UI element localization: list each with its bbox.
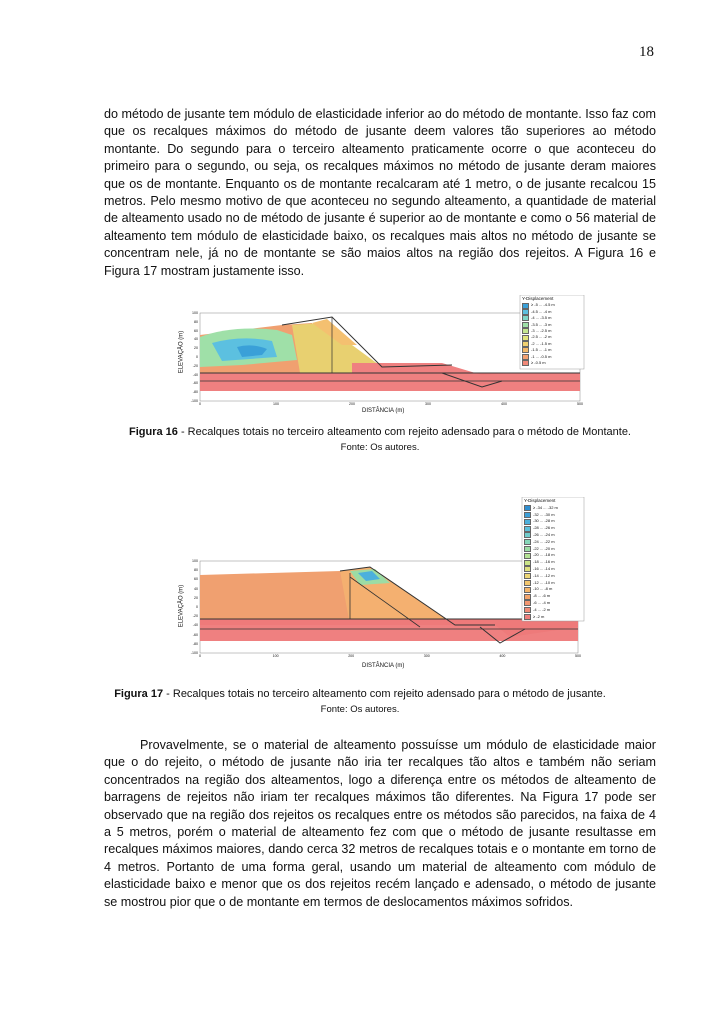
y-tick-label: 100 xyxy=(192,559,198,563)
legend-title: Y-Displacement xyxy=(524,498,556,503)
legend-swatch xyxy=(524,512,531,518)
legend-item xyxy=(524,539,584,546)
caption-text: - Recalques totais no terceiro alteamento com rejeito adensado para o método de jusante. xyxy=(163,688,606,700)
legend-swatch xyxy=(522,335,529,341)
legend-swatch xyxy=(522,360,529,366)
y-axis-label: ELEVAÇÃO (m) xyxy=(178,330,185,374)
caption-source: Fonte: Os autores. xyxy=(320,704,400,715)
legend-swatch xyxy=(524,560,531,566)
legend-item xyxy=(524,546,584,553)
legend-label: -24 ... -22 m xyxy=(533,538,555,544)
legend-swatch xyxy=(522,328,529,334)
legend-swatch xyxy=(522,309,529,315)
legend-swatch xyxy=(524,553,531,559)
legend-item xyxy=(524,614,584,621)
legend-swatch xyxy=(524,526,531,532)
y-tick-label: 80 xyxy=(194,568,198,573)
legend-swatch xyxy=(524,505,531,511)
y-tick-label: 0 xyxy=(196,605,198,609)
legend-swatch xyxy=(524,573,531,579)
legend-swatch xyxy=(522,347,529,353)
x-tick-label: 300 xyxy=(425,402,431,406)
legend-label: -1.5 ... -1 m xyxy=(531,347,552,353)
page-number: 18 xyxy=(639,44,654,60)
legend-item xyxy=(524,607,584,614)
y-tick-label: 80 xyxy=(194,319,198,324)
legend-label: -4 ... -3.5 m xyxy=(531,315,552,321)
legend-swatch xyxy=(522,303,529,309)
legend-item xyxy=(524,586,584,593)
caption-source: Fonte: Os autores. xyxy=(340,442,420,453)
y-tick-label: -80 xyxy=(192,641,198,646)
y-tick-label: -60 xyxy=(192,632,198,637)
legend-label: -8 ... -6 m xyxy=(533,593,551,599)
y-tick-label: 40 xyxy=(194,586,198,591)
y-tick-label: -20 xyxy=(192,363,198,368)
legend-item xyxy=(524,580,584,587)
x-tick-label: 200 xyxy=(349,402,355,406)
y-tick-label: -100 xyxy=(190,651,198,655)
legend-label: -26 ... -24 m xyxy=(533,531,555,537)
caption-text: - Recalques totais no terceiro alteamento com rejeito adensado para o método de Montante. xyxy=(177,426,631,438)
legend-item xyxy=(524,600,584,607)
legend-label: -10 ... -8 m xyxy=(533,586,553,592)
legend-swatch xyxy=(522,322,529,328)
y-tick-label: -60 xyxy=(192,381,198,386)
legend-swatch xyxy=(524,600,531,606)
legend-swatch xyxy=(524,546,531,552)
legend-item xyxy=(524,593,584,600)
y-tick-label: -40 xyxy=(192,623,198,628)
y-tick-label: 60 xyxy=(194,577,198,582)
x-axis-label: DISTÂNCIA (m) xyxy=(362,663,405,669)
legend-swatch xyxy=(524,566,531,572)
y-tick-label: 40 xyxy=(194,337,198,342)
y-tick-label: 100 xyxy=(192,311,198,315)
legend-label: -12 ... -10 m xyxy=(533,579,555,585)
x-tick-label: 500 xyxy=(577,402,583,406)
caption-figure-17 xyxy=(100,687,620,717)
figure-16 xyxy=(178,295,588,419)
legend-swatch xyxy=(522,341,529,347)
legend-label: -22 ... -20 m xyxy=(533,545,555,551)
x-tick-label: 200 xyxy=(348,654,355,658)
legend-label: ≥ -0.5 m xyxy=(531,360,546,366)
x-tick-label: 400 xyxy=(501,402,507,406)
legend-item xyxy=(524,532,584,539)
legend-label: -4 ... -2 m xyxy=(533,606,551,612)
legend-label: -16 ... -14 m xyxy=(533,565,555,571)
legend-label: -30 ... -28 m xyxy=(533,518,555,524)
legend-label: -18 ... -16 m xyxy=(533,559,555,565)
caption-figure-16 xyxy=(120,425,640,455)
legend-swatch xyxy=(524,607,531,613)
legend-item xyxy=(524,512,584,519)
x-tick-label: 500 xyxy=(575,654,581,658)
legend-item xyxy=(524,518,584,525)
legend-label: -28 ... -26 m xyxy=(533,525,555,531)
legend-swatch xyxy=(524,594,531,600)
x-tick-label: 100 xyxy=(272,654,279,658)
x-tick-label: 0 xyxy=(199,654,201,658)
y-tick-label: -80 xyxy=(192,390,198,395)
legend-label: -4.5 ... -4 m xyxy=(531,308,552,314)
x-tick-label: 300 xyxy=(423,654,430,658)
legend-title: Y-Displacement xyxy=(522,296,554,301)
legend-item xyxy=(522,360,584,366)
y-tick-label: -40 xyxy=(192,372,198,377)
y-tick-label: 20 xyxy=(194,595,198,600)
x-axis-label: DISTÂNCIA (m) xyxy=(362,408,405,414)
legend-item xyxy=(524,559,584,566)
legend-label: ≥ -5 ... -4.5 m xyxy=(531,302,555,308)
y-axis-label: ELEVAÇÃO (m) xyxy=(178,584,185,628)
legend-label: ≥ -34 ... -32 m xyxy=(533,504,558,510)
legend-item xyxy=(524,552,584,559)
legend-swatch xyxy=(524,580,531,586)
body-paragraph-1: do método de jusante tem módulo de elasticidade inferior ao do método de montante. Isso faz com que os recalques máximos do método de jusante deem valores tão superiores ao método montante. Do segundo para o terceiro alteamento praticamente ocorre o que aconteceu do primeiro para o segundo, ou seja, os recalques máximos no método de jusante deram maiores que os de montante. Enquanto os de montante recalcaram até 1 metro, o de jusante recalcou 15 metros. Pelo mesmo motivo de que aconteceu no segundo alteamento, a quantidade de material de alteamento usado no de método de jusante é superior ao de montante e como o 56 material de alteamento tem módulo de elasticidade baixo, os recalques mais altos no método de jusante se concentram nele, já no de montante se são maios altos na região dos rejeitos. A Figura 16 e Figura 17 mostram justamente isso. xyxy=(104,107,656,278)
legend-label: -3 ... -2.5 m xyxy=(531,328,552,334)
legend-label: -3.5 ... -3 m xyxy=(531,321,552,327)
legend-16 xyxy=(522,296,584,366)
legend-swatch xyxy=(524,614,531,620)
legend-label: -2.5 ... -2 m xyxy=(531,334,552,340)
legend-item xyxy=(524,566,584,573)
y-tick-label: 20 xyxy=(194,346,198,351)
x-tick-label: 400 xyxy=(499,654,506,658)
legend-label: -6 ... -4 m xyxy=(533,599,551,605)
legend-swatch xyxy=(524,532,531,538)
legend-swatch xyxy=(522,315,529,321)
legend-swatch xyxy=(524,539,531,545)
x-tick-label: 100 xyxy=(273,402,279,406)
legend-label: ≥ -2 m xyxy=(533,613,545,619)
legend-label: -32 ... -30 m xyxy=(533,511,555,517)
legend-item xyxy=(524,525,584,532)
legend-17 xyxy=(524,498,584,620)
y-tick-label: -20 xyxy=(192,614,198,619)
body-paragraph-2: Provavelmente, se o material de alteamento possuísse um módulo de elasticidade maior que o do rejeito, o método de jusante não iria ter recalques tão altos e também não seriam concentrados na região dos alteamentos, logo a diferença entre os métodos de alteamento de barragens de rejeitos não iriam ter recalques máximos tão diferentes. Na Figura 17 pode ser observado que na região dos rejeitos os recalques entre os métodos são parecidos, na faixa de 4 a 5 metros, porém o material de alteamento fez com que o método de jusante resultasse em recalques máximos maiores, dando cerca 32 metros de recalques totais e o montante em torno de 4 metros. Portanto de uma forma geral, usando um material de alteamento com módulo de elasticidade baixo e menor que os dos rejeitos recém lançado e adensado, o método de jusante se mostrou pior que o de montante em termos de deslocamentos máximos sofridos. xyxy=(104,738,656,909)
caption-label: Figura 17 xyxy=(114,688,164,700)
legend-label: -2 ... -1.5 m xyxy=(531,340,552,346)
legend-label: -20 ... -18 m xyxy=(533,552,555,558)
legend-label: -14 ... -12 m xyxy=(533,572,555,578)
x-tick-label: 0 xyxy=(199,402,201,406)
legend-item xyxy=(524,505,584,512)
y-tick-label: -100 xyxy=(190,399,198,403)
figure-17 xyxy=(180,497,588,675)
y-tick-label: 0 xyxy=(196,355,198,359)
legend-swatch xyxy=(524,587,531,593)
legend-swatch xyxy=(524,519,531,525)
legend-item xyxy=(524,573,584,580)
caption-label: Figura 16 xyxy=(128,426,178,438)
legend-swatch xyxy=(522,354,529,360)
legend-label: -1 ... -0.5 m xyxy=(531,353,552,359)
y-tick-label: 60 xyxy=(194,328,198,333)
